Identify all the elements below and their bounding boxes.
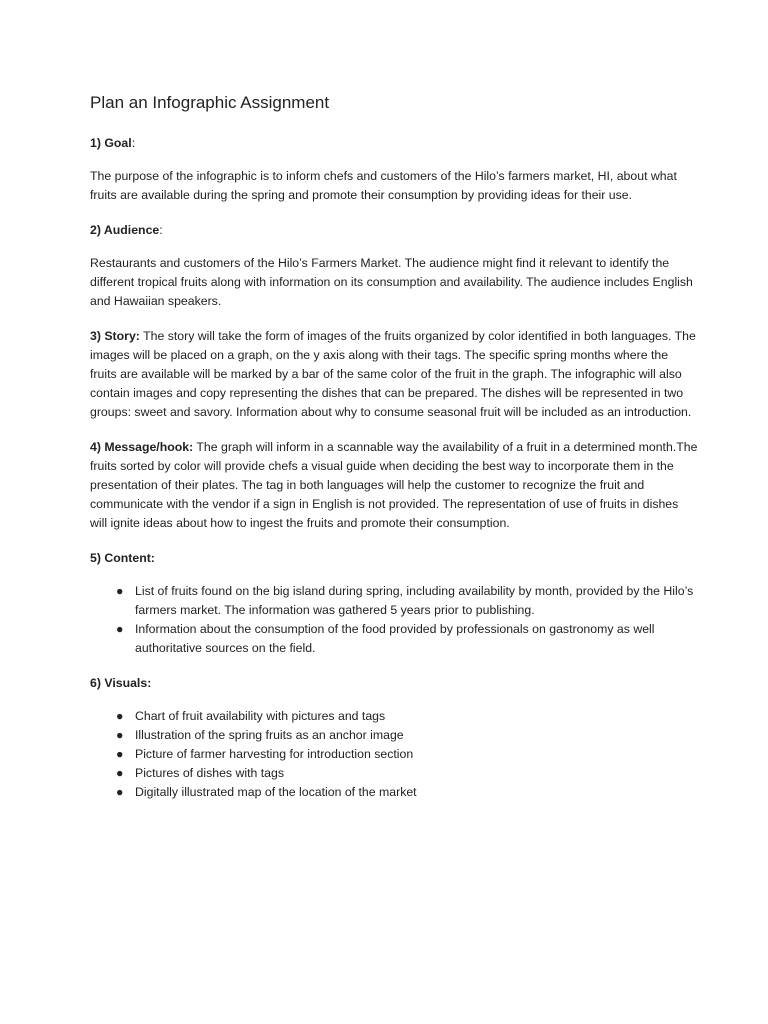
list-item bbox=[90, 707, 698, 726]
message-section bbox=[90, 438, 698, 533]
bullet-icon: ● bbox=[116, 766, 124, 780]
content-heading-label: 5) Content: bbox=[90, 551, 155, 565]
list-item bbox=[90, 582, 698, 620]
list-item-text: Digitally illustrated map of the location of the market bbox=[135, 785, 417, 799]
bullet-icon: ● bbox=[116, 584, 124, 598]
goal-section bbox=[90, 167, 698, 205]
story-paragraph bbox=[90, 327, 698, 422]
visuals-section bbox=[90, 707, 698, 802]
story-heading: 3) Story: bbox=[90, 329, 140, 343]
goal-heading bbox=[90, 134, 698, 153]
content-section bbox=[90, 582, 698, 658]
bullet-icon: ● bbox=[116, 622, 124, 636]
goal-heading-label: 1) Goal bbox=[90, 136, 132, 150]
list-item-text: Chart of fruit availability with pictures and tags bbox=[135, 709, 386, 723]
list-item bbox=[90, 745, 698, 764]
bullet-icon: ● bbox=[116, 728, 124, 742]
list-item-text: List of fruits found on the big island during spring, including availability by month, provided by the Hilo’s farmers market. The information was gathered 5 years prior to publishing. bbox=[135, 584, 694, 617]
message-text: The graph will inform in a scannable way the availability of a fruit in a determined month.The fruits sorted by color will provide chefs a visual guide when deciding the best way to incorporate them in the presentation of their plates. The tag in both languages will help the customer to recognize the fruit and communicate with the vendor if a sign in English is not provided. The representation of use of fruits in dishes will ignite ideas about how to ingest the fruits and promote their consumption. bbox=[90, 440, 698, 530]
list-item-text: Picture of farmer harvesting for introduction section bbox=[135, 747, 414, 761]
bullet-icon: ● bbox=[116, 747, 124, 761]
message-paragraph bbox=[90, 438, 698, 533]
audience-heading-label: 2) Audience bbox=[90, 223, 160, 237]
audience-section bbox=[90, 254, 698, 311]
list-item bbox=[90, 620, 698, 658]
goal-text: The purpose of the infographic is to inform chefs and customers of the Hilo’s farmers market, HI, about what fruits are available during the spring and promote their consumption by providing ideas for their use. bbox=[90, 169, 677, 202]
visuals-list bbox=[90, 707, 698, 802]
audience-heading bbox=[90, 221, 698, 240]
list-item-text: Information about the consumption of the food provided by professionals on gastronomy as well authoritative sources on the field. bbox=[135, 622, 655, 655]
audience-heading-colon: : bbox=[159, 223, 163, 237]
list-item bbox=[90, 783, 698, 802]
goal-heading-colon: : bbox=[131, 136, 136, 150]
content-heading bbox=[90, 549, 698, 568]
story-section bbox=[90, 327, 698, 422]
content-list bbox=[90, 582, 698, 658]
story-text: The story will take the form of images of the fruits organized by color identified in both languages. The images will be placed on a graph, on the y axis along with their tags. The specific spring months where the fruits are available will be marked by a bar of the same color of the fruit in the graph. The infographic will also contain images and copy representing the dishes that can be prepared. The dishes will be represented in two groups: sweet and savory. Information about why to consume seasonal fruit will be included as an introduction. bbox=[90, 329, 696, 419]
bullet-icon: ● bbox=[116, 785, 124, 799]
audience-text: Restaurants and customers of the Hilo’s Farmers Market. The audience might find it relevant to identify the different tropical fruits along with information on its consumption and availability. The audience includes English and Hawaiian speakers. bbox=[90, 256, 693, 308]
list-item bbox=[90, 726, 698, 745]
document-title: Plan an Infographic Assignment bbox=[90, 93, 330, 112]
list-item-text: Illustration of the spring fruits as an anchor image bbox=[135, 728, 404, 742]
visuals-heading bbox=[90, 674, 698, 693]
bullet-icon: ● bbox=[116, 709, 124, 723]
list-item bbox=[90, 764, 698, 783]
message-heading: 4) Message/hook: bbox=[90, 440, 194, 454]
list-item-text: Pictures of dishes with tags bbox=[135, 766, 284, 780]
visuals-heading-label: 6) Visuals: bbox=[90, 676, 152, 690]
